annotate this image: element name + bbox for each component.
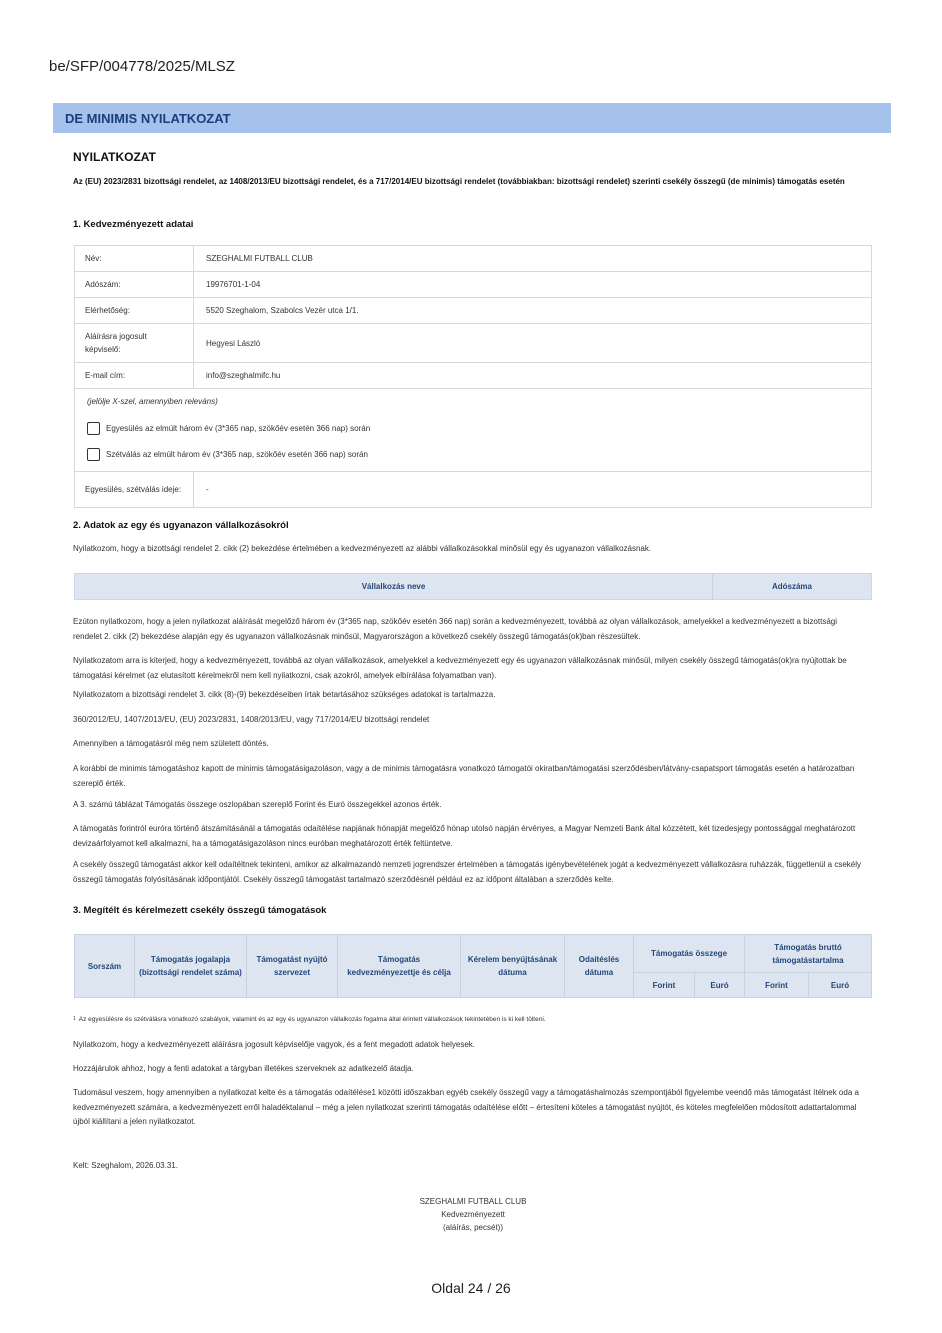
col-header-forint: Forint [745,973,809,998]
col-header-enterprise-name: Vállalkozás neve [75,574,713,599]
col-header-euro: Euró [695,973,745,998]
footnote-text: Az egyesülésre és szétválásra vonatkozó szabályok, valamint és az egy és ugyanazon vállalkozás fogalma által érintett vállalkozások tekintetében is ki kell tölteni. [78,1016,546,1023]
paragraph: A csekély összegű támogatást akkor kell odaítéltnek tekinteni, amikor az alkalmazandó nemzeti jogrendszer értelmében a támogatás igénybevételének jogát a kedvezményezett vállalkozásra ruházzák, függetlenül a csekély összegű támogatás folyósításának időpontjától. Csekély összegű támogatást tartalmazó szerződésnél például ez az időpont általában a szerződés kelte. [73,860,861,884]
col-header-provider: Támogatást nyújtó szervezet [247,935,338,998]
signature-block [73,1195,873,1234]
info-value: info@szeghalmifc.hu [206,371,281,380]
page-number: Oldal 24 / 26 [431,1280,511,1296]
merger-checkbox-block [75,389,871,472]
col-header-tax-number: Adószáma [771,582,812,591]
col-header-gross-aid: Támogatás bruttó támogatástartalma [745,935,872,973]
info-label: Elérhetőség: [75,298,194,323]
beneficiary-info-table [74,245,872,508]
declaration-intro: Az (EU) 2023/2831 bizottsági rendelet, az 1408/2013/EU bizottsági rendelet, és a 717/2014/EU bizottsági rendelet (továbbiakban: bizottsági rendelet) szerinti csekély összegű (de minimis) támogatás esetén [73,177,845,186]
statement: Hozzájárulok ahhoz, hogy a fenti adatokat a tárgyban illetékes szerveknek az adatkezelő átadja. [73,1064,414,1073]
checkbox-merger[interactable] [87,415,859,441]
paragraph: Ezúton nyilatkozom, hogy a jelen nyilatkozat aláírását megelőző három év (3*365 nap, szökőév esetén 366 nap) során a kedvezményezett, továbbá az olyan vállalkozások, amelyekkel a kedvezményezett a bizottsági rendelet 2. cikk (2) bekezdése alapján egy és ugyanazon vállalkozásnak minősül, Magyarországon a következő csekély összegű támogatás(ok)ban részesültek. [73,617,837,641]
paragraph: A 3. számú táblázat Támogatás összege oszlopában szereplő Forint és Euró összegekkel azonos érték. [73,800,442,809]
info-value: - [206,485,209,494]
info-row-merge-date [75,472,871,507]
checkbox-icon[interactable] [87,448,100,461]
date-line: Kelt: Szeghalom, 2026.03.31. [73,1161,178,1170]
col-header-aid-amount: Támogatás összege [634,935,745,973]
paragraph: Amennyiben a támogatásról még nem született döntés. [73,739,269,748]
declaration-heading: NYILATKOZAT [73,150,156,164]
paragraph: 360/2012/EU, 1407/2013/EU, (EU) 2023/2831, 1408/2013/EU, vagy 717/2014/EU bizottsági rendelet [73,715,430,724]
banner-title: DE MINIMIS NYILATKOZAT [65,111,231,126]
title-banner [53,103,891,133]
col-header-forint: Forint [634,973,695,998]
info-label: Egyesülés, szétválás ideje: [75,472,194,507]
info-label: Adószám: [75,272,194,297]
checkbox-hint: (jelölje X-szel, amennyiben releváns) [87,397,218,406]
related-enterprises-table [74,573,872,600]
signature-org: SZEGHALMI FUTBALL CLUB [419,1197,527,1206]
info-row-email [75,363,871,389]
paragraph: Nyilatkozatom a bizottsági rendelet 3. cikk (8)-(9) bekezdéseiben írtak betartásához szükséges adatokat is tartalmazza. [73,690,496,699]
info-value: SZEGHALMI FUTBALL CLUB [206,254,313,263]
info-row-contact [75,298,871,324]
paragraph: A korábbi de minimis támogatáshoz kapott de minimis támogatásigazoláson, vagy a de minimis támogatásra vonatkozó támogatói okiratban/támogatási szerződésben/látvány-csapatsport támogatás esetén a határozatban szereplő érték. [73,764,855,788]
info-value: 19976701-1-04 [206,280,261,289]
section3-title: 3. Megítélt és kérelmezett csekély összegű támogatások [73,905,327,916]
info-label: Név: [75,246,194,271]
section1-title: 1. Kedvezményezett adatai [73,219,194,230]
footnote [73,1016,546,1023]
footnote-mark: 1 [73,1016,76,1022]
section2-intro: Nyilatkozom, hogy a bizottsági rendelet 2. cikk (2) bekezdése értelmében a kedvezményezett az alábbi vállalkozásokkal minősül egy és ugyanazon vállalkozásnak. [73,544,652,553]
info-value: 5520 Szeghalom, Szabolcs Vezér utca 1/1. [206,306,359,315]
info-value: Hegyesi László [206,338,261,348]
col-header-legal-basis: Támogatás jogalapja (bizottsági rendelet száma) [135,935,247,998]
statement: Tudomásul veszem, hogy amennyiben a nyilatkozat kelte és a támogatás odaítélése1 közötti időszakban egyéb csekély összegű vagy a támogatáshalmozás szempontjából figyelembe veendő más támogatást ítélnek oda a kedvezményezett számára, a kedvezményezett erről haladéktalanul – még a jelen nyilatkozat szerinti támogatás odaítélése előtt – értesíteni köteles a támogatást nyújtót, és köteles megfelelően módosított adattartalommal újból kiállítani a jelen nyilatkozatot. [73,1088,859,1126]
paragraph: A támogatás forintról euróra történő átszámításánál a támogatás odaítélése napjának hónapját megelőző hónap utolsó napján érvényes, a Magyar Nemzeti Bank által közzétett, két tizedesjegy pontossággal meghatározott devizaárfolyamot kell alkalmazni, ha a támogatásigazoláson nincs euróban meghatározott érték feltüntetve. [73,824,856,848]
info-label: E-mail cím: [75,363,194,388]
statement: Nyilatkozom, hogy a kedvezményezett aláírásra jogosult képviselője vagyok, és a fent megadott adatok helyesek. [73,1040,475,1049]
info-label: Aláírásra jogosult képviselő: [75,324,194,362]
info-row-representative [75,324,871,363]
info-row-name [75,246,871,272]
signature-role: Kedvezményezett [441,1210,505,1219]
paragraph: Nyilatkozatom arra is kiterjed, hogy a kedvezményezett, továbbá az olyan vállalkozások, amelyekkel a kedvezményezett egy és ugyanazon vállalkozásnak minősül, milyen csekély összegű támogatás(ok)ra nyújtottak be támogatási kérelmet (az elutasított kérelmekről nem kell nyilatkozni, csak azokról, amelyek elbírálása folyamatban van). [73,656,847,680]
checkbox-label: Szétválás az elmúlt három év (3*365 nap, szökőév esetén 366 nap) során [106,449,368,459]
col-header-euro: Euró [809,973,872,998]
checkbox-icon[interactable] [87,422,100,435]
checkbox-split[interactable] [87,441,859,467]
col-header-application-date: Kérelem benyújtásának dátuma [461,935,565,998]
signature-note: (aláírás, pecsét)) [442,1223,504,1232]
document-reference-id: be/SFP/004778/2025/MLSZ [49,58,235,75]
info-row-tax [75,272,871,298]
section2-title: 2. Adatok az egy és ugyanazon vállalkozásokról [73,520,289,531]
col-header-award-date: Odaítéslés dátuma [565,935,634,998]
col-header-beneficiary-purpose: Támogatás kedvezményezettje és célja [338,935,461,998]
col-header-sorszam: Sorszám [75,935,135,998]
aid-table [74,934,872,998]
checkbox-label: Egyesülés az elmúlt három év (3*365 nap, szökőév esetén 366 nap) során [106,423,371,433]
